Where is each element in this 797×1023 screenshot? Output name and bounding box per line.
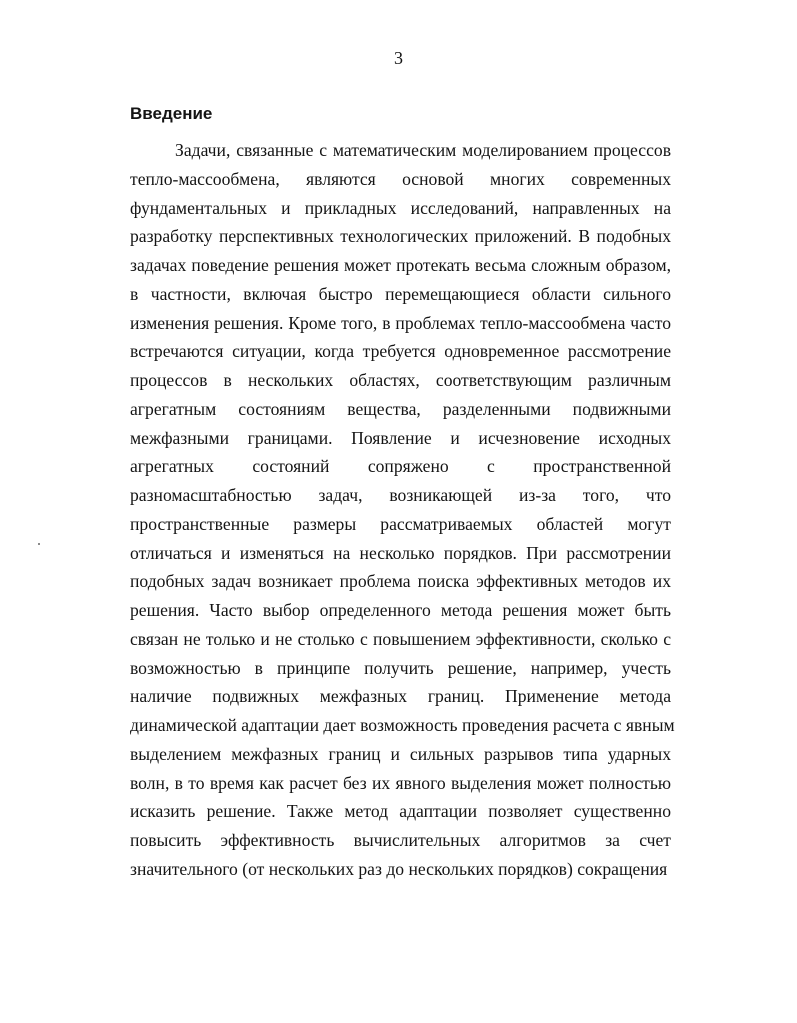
- paragraph-line: подобных задач возникает проблема поиска эффективных методов их: [130, 571, 671, 592]
- paragraph-line: повысить эффективность вычислительных алгоритмов за счет: [130, 830, 671, 850]
- paragraph-line: процессов в нескольких областях, соответствующим различным: [130, 370, 671, 390]
- page-number: 3: [394, 48, 403, 68]
- paragraph-line: разработку перспективных технологических приложений. В подобных: [130, 226, 671, 247]
- paragraph-line: Задачи, связанные с математическим моделированием процессов: [175, 140, 671, 160]
- paragraph-line: возможностью в принципе получить решение, например, учесть: [130, 657, 671, 678]
- paragraph-line: динамической адаптации дает возможность проведения расчета с явным: [130, 715, 675, 735]
- paragraph-line: исказить решение. Также метод адаптации позволяет существенно: [130, 801, 671, 822]
- paragraph-line: пространственные размеры рассматриваемых областей могут: [130, 513, 671, 534]
- body-paragraph: [130, 136, 675, 884]
- paragraph-line: агрегатных состояний сопряжено с пространственной: [130, 456, 671, 477]
- paragraph-line: разномасштабностью задач, возникающей из-за того, что: [130, 485, 671, 505]
- paragraph-line: задачах поведение решения может протекать весьма сложным образом,: [130, 255, 671, 275]
- paragraph-line: изменения решения. Кроме того, в проблемах тепло-массообмена часто: [130, 312, 671, 333]
- paragraph-line: в частности, включая быстро перемещающиеся области сильного: [130, 283, 671, 304]
- section-heading: Введение: [130, 104, 213, 123]
- paragraph-line: межфазными границами. Появление и исчезновение исходных: [130, 427, 671, 448]
- paragraph-line: отличаться и изменяться на несколько порядков. При рассмотрении: [130, 542, 671, 563]
- paragraph-line: тепло-массообмена, являются основой многих современных: [130, 168, 671, 189]
- paragraph-line: выделением межфазных границ и сильных разрывов типа ударных: [130, 743, 671, 764]
- paragraph-line: фундаментальных и прикладных исследований, направленных на: [130, 197, 671, 218]
- paragraph-line: встречаются ситуации, когда требуется одновременное рассмотрение: [130, 341, 671, 362]
- paragraph-line: решения. Часто выбор определенного метода решения может быть: [130, 600, 671, 620]
- paragraph-line: значительного (от нескольких раз до нескольких порядков) сокращения: [130, 858, 668, 879]
- scan-speck: [38, 543, 40, 545]
- paragraph-line: волн, в то время как расчет без их явного выделения может полностью: [130, 772, 671, 793]
- paragraph-line: наличие подвижных межфазных границ. Применение метода: [130, 686, 671, 707]
- paragraph-line: агрегатным состояниям вещества, разделенными подвижными: [130, 398, 671, 419]
- paragraph-line: связан не только и не столько с повышением эффективности, сколько с: [130, 628, 671, 649]
